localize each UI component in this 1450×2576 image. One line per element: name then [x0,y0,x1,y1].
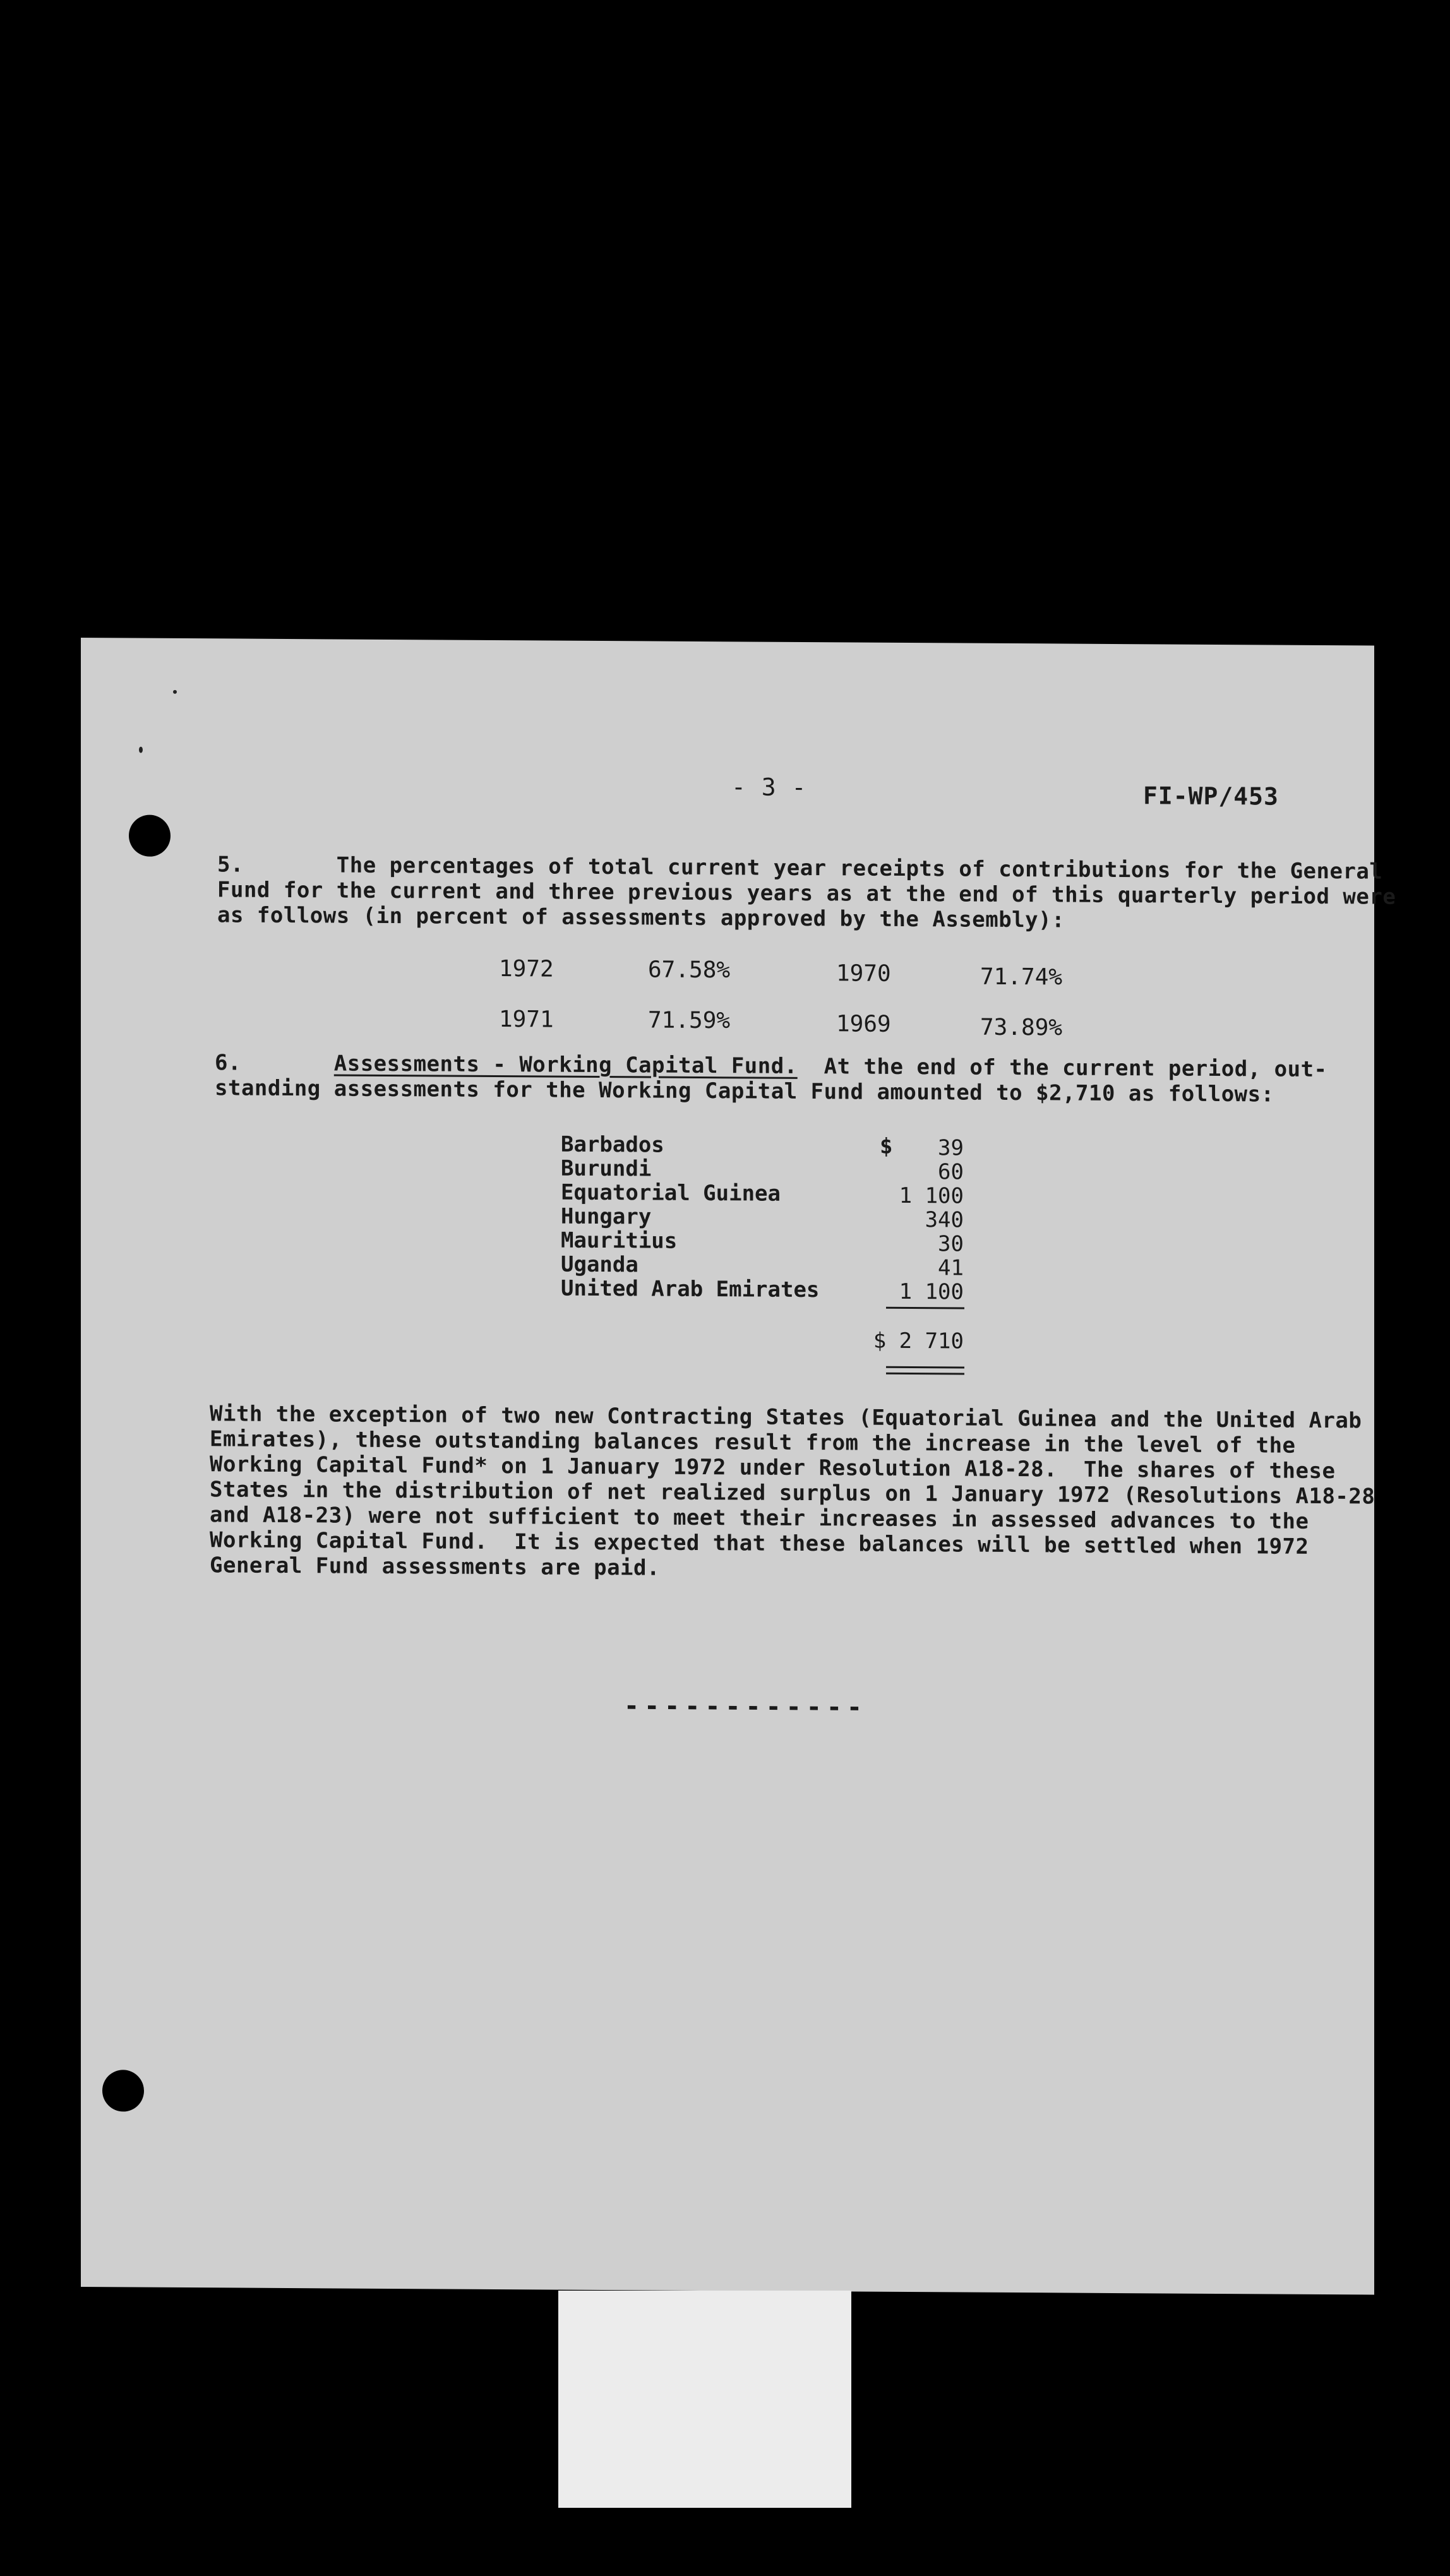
speck-mark [139,747,143,753]
currency-symbol: $ [880,1133,893,1159]
total-double-rule-top [886,1366,964,1369]
percent-cell: 73.89% [980,1014,1063,1041]
closing-line: States in the distribution of net realized surplus on 1 January 1972 (Resolutions A18-28 [210,1477,1375,1510]
closing-line: Working Capital Fund. It is expected that these balances will be settled when 1972 [210,1527,1309,1559]
country-cell: Hungary [561,1203,652,1230]
closing-line: Emirates), these outstanding balances result from the increase in the level of the [210,1426,1296,1458]
country-cell: Barbados [561,1131,664,1158]
section-5-line-3: as follows (in percent of assessments approved by the Assembly): [217,902,1065,933]
closing-line: General Fund assessments are paid. [210,1553,660,1581]
section-6-title: Assessments - Working Capital Fund. [333,1051,798,1079]
closing-line: and A18-23) were not sufficient to meet their increases in assessed advances to the [210,1502,1309,1534]
amount-cell: 41 [938,1255,964,1281]
closing-line: Working Capital Fund* on 1 January 1972 under Resolution A18-28. The shares of these [210,1452,1336,1484]
section-5-line-2: Fund for the current and three previous years as at the end of this quarterly period were [217,877,1396,910]
speck-mark [173,690,177,694]
section-6-number: 6. [215,1050,241,1076]
year-cell: 1969 [836,1011,891,1037]
year-cell: 1971 [499,1006,554,1033]
country-cell: Uganda [561,1251,638,1278]
closing-line: With the exception of two new Contracting States (Equatorial Guinea and the United Arab [210,1401,1362,1434]
percent-cell: 67.58% [648,957,731,984]
section-6-closing-paragraph [210,1401,1397,1585]
country-cell: Burundi [561,1155,652,1182]
section-6-intro-rest: At the end of the current period, out- [824,1054,1327,1083]
country-cell: Equatorial Guinea [561,1179,781,1207]
percent-cell: 71.59% [648,1007,731,1034]
section-6-intro-line-2: standing assessments for the Working Capital Fund amounted to $2,710 as follows: [215,1075,1274,1107]
country-cell: United Arab Emirates [561,1275,820,1303]
amount-cell: 60 [938,1159,964,1185]
amount-cell: 30 [938,1231,964,1257]
total-amount: $ 2 710 [873,1328,964,1354]
section-5-paragraph [217,852,1405,934]
document-page [81,638,1396,2295]
document-reference: FI-WP/453 [1143,782,1279,811]
amount-cell: 1 100 [899,1183,964,1209]
amount-cell: 39 [938,1135,964,1161]
subtotal-rule [886,1307,964,1309]
film-frame-tab [558,2291,851,2508]
end-separator: ------------ [624,1691,867,1722]
amount-cell: 1 100 [899,1279,964,1305]
punch-hole-bottom [102,2070,144,2111]
amount-cell: 340 [925,1207,964,1233]
year-cell: 1972 [499,956,554,982]
total-double-rule-bottom [886,1373,964,1375]
year-cell: 1970 [836,960,891,987]
section-5-number: 5. [217,852,244,878]
country-cell: Mauritius [561,1227,678,1254]
percent-cell: 71.74% [980,963,1063,991]
punch-hole-top [129,814,171,856]
page-number: - 3 - [731,773,807,802]
section-5-line-1: The percentages of total current year receipts of contributions for the General [336,852,1383,885]
section-6-intro [215,1050,1402,1107]
